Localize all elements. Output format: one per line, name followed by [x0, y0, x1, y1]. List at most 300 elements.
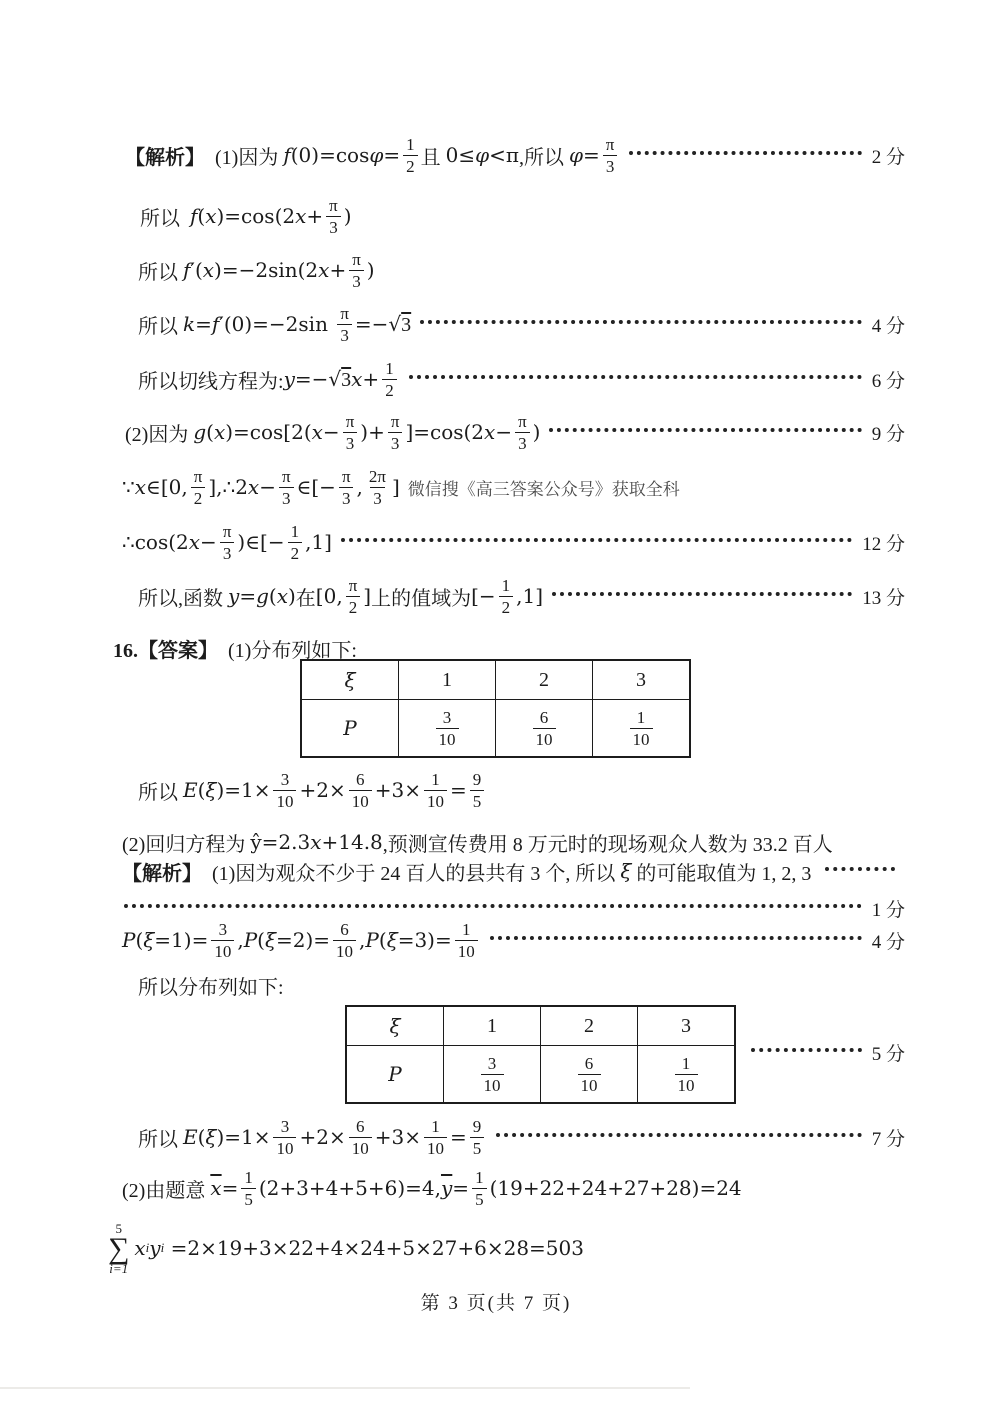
math-variable: φ [475, 143, 490, 167]
table-cell [346, 1046, 444, 1104]
fraction [343, 413, 358, 452]
scan-artifact-line [0, 1387, 690, 1389]
math-run: [0, [315, 584, 343, 608]
sigma-symbol: ∑ [108, 1231, 130, 1265]
math-run: =2)= [276, 928, 331, 952]
page-footer: 第 3 页(共 7 页) [420, 1293, 572, 1314]
denominator: 10 [349, 1137, 372, 1157]
math-variable: x [213, 420, 226, 444]
math-run: ′(0)=−2sin [219, 312, 335, 336]
math-variable: x [247, 475, 260, 499]
math-run: ]=cos(2 [405, 420, 485, 444]
p-symbol: P [343, 715, 357, 740]
denominator: 3 [603, 155, 618, 175]
solution-line-means [122, 1164, 742, 1212]
math-run: , [359, 928, 366, 952]
math-run: = [221, 1176, 239, 1200]
math-run: ∵ [122, 475, 135, 499]
math-variable: x [202, 258, 215, 282]
text-run: 所以 [140, 207, 190, 230]
dot-leader [409, 371, 862, 379]
math-variable: x [311, 420, 323, 444]
numerator: π [281, 466, 291, 486]
math-variable: k [183, 312, 196, 336]
dot-leader [825, 863, 895, 871]
numerator: 6 [340, 919, 349, 939]
table-cell: 2 [496, 660, 593, 700]
math-variable: ξ [143, 928, 155, 952]
math-run: ∴cos(2 [122, 530, 189, 554]
fraction [349, 251, 364, 290]
score-label: 9 分 [871, 423, 905, 445]
score-label: 7 分 [871, 1128, 905, 1150]
math-variable: g [256, 584, 269, 608]
solution-line-distribution-intro [138, 970, 284, 1000]
radical-sign: √ [328, 366, 342, 391]
text-run: 所以分布列如下: [138, 976, 284, 999]
numerator: π [605, 134, 615, 154]
denominator: 3 [279, 487, 294, 507]
math-variable: x [276, 584, 288, 608]
score-label: 4 分 [871, 931, 905, 953]
math-run: ) [532, 420, 541, 444]
denominator: 10 [349, 790, 372, 810]
math-run: +3× [374, 778, 421, 802]
fraction [273, 771, 296, 810]
text-run: ,预测宣传费用 8 万元时的现场观众人数为 33.2 百人 [382, 833, 833, 856]
fraction [191, 468, 206, 507]
math-run: = [195, 312, 212, 336]
denominator: 10 [273, 790, 296, 810]
numerator: 6 [355, 769, 365, 789]
watermark-text: 微信搜《高三答案公众号》获取全科 [407, 479, 680, 499]
fraction [326, 197, 341, 236]
denominator: 10 [481, 1074, 504, 1094]
math-run: ) [343, 204, 352, 228]
math-run: ,1] [305, 530, 332, 554]
denominator: 10 [533, 728, 556, 748]
p-symbol: P [388, 1061, 402, 1086]
denominator: 10 [455, 940, 478, 960]
math-run: ( [378, 928, 387, 952]
math-run: ( [135, 928, 144, 952]
math-run: =1)= [154, 928, 209, 952]
math-variable: f [190, 204, 198, 228]
bold-label: 【解析】 [125, 146, 205, 169]
denominator: 3 [343, 432, 358, 452]
fraction [455, 921, 478, 960]
denominator: 3 [388, 432, 403, 452]
subscript: i [160, 1240, 165, 1255]
math-variable: P [243, 928, 258, 952]
table-cell [444, 1046, 541, 1104]
text-run: (1)因为观众不少于 24 百人的县共有 3 个, 所以 [202, 862, 621, 885]
math-run: )=−2sin(2 [214, 258, 319, 282]
table-cell [496, 700, 593, 758]
probability-distribution-table-1 [300, 659, 691, 758]
numerator: π [193, 466, 203, 486]
numerator: 9 [472, 769, 482, 789]
denominator: 2 [346, 596, 361, 616]
math-run: )∈[− [237, 530, 285, 554]
math-run: = [383, 143, 401, 167]
xi-symbol: ξ [389, 1013, 401, 1038]
table-row [301, 700, 690, 758]
square-root [328, 367, 351, 392]
summation [108, 1222, 129, 1275]
math-run: [− [471, 584, 496, 608]
fraction [472, 1169, 487, 1208]
math-run: )=1× [216, 1125, 271, 1149]
numerator: 1 [431, 769, 440, 789]
xi-symbol: ξ [344, 667, 356, 692]
denominator: 10 [436, 728, 459, 748]
math-variable: f [183, 258, 191, 282]
mean-variable: $\overline{y}$ [440, 1176, 453, 1200]
math-run: − [495, 420, 513, 444]
fraction [366, 468, 389, 507]
solution-line-analysis-q15 [125, 131, 905, 179]
fraction [424, 771, 447, 810]
math-variable: x [310, 830, 322, 854]
table-row [346, 1046, 735, 1104]
fraction [499, 577, 514, 616]
fraction [388, 413, 403, 452]
score-label: 12 分 [862, 533, 905, 555]
table-cell: 2 [541, 1006, 638, 1046]
math-variable: y [228, 584, 240, 608]
math-variable: ξ [205, 778, 217, 802]
math-run: +3× [374, 1125, 421, 1149]
fraction [339, 468, 354, 507]
numerator: 1 [501, 575, 511, 595]
math-run: , [237, 928, 244, 952]
text-run: 所以,函数 [138, 587, 228, 610]
math-run: ] [363, 584, 372, 608]
numerator: 1 [290, 521, 300, 541]
numerator: π [352, 249, 361, 269]
fraction [333, 921, 356, 960]
math-run: − [259, 475, 276, 499]
math-run: (0)=cos [290, 143, 370, 167]
solution-line-gx [125, 408, 905, 456]
math-variable: φ [569, 143, 584, 167]
math-variable: ξ [386, 928, 398, 952]
numerator: π [329, 195, 338, 215]
numerator: 6 [584, 1053, 594, 1073]
text-run: (1)因为 [205, 146, 284, 169]
text-run: 所以 [138, 781, 183, 804]
denominator: 2 [403, 155, 418, 175]
text-run: 所以 [138, 261, 183, 284]
math-run: = [449, 778, 467, 802]
solution-line-analysis-q16 [122, 856, 905, 886]
dot-leader [751, 1044, 862, 1052]
math-run: − [200, 530, 217, 554]
math-variable: P [365, 928, 379, 952]
math-run: ( [197, 778, 206, 802]
denominator: 3 [349, 270, 364, 290]
fraction [630, 709, 653, 748]
fraction [603, 136, 618, 175]
math-run: (2+3+4+5+6)=4, [258, 1176, 441, 1200]
denominator: 2 [191, 487, 206, 507]
math-run: )=cos(2 [216, 204, 296, 228]
table-cell: 1 [444, 1006, 541, 1046]
fraction [337, 305, 352, 344]
table-cell [301, 660, 399, 700]
fraction [211, 921, 234, 960]
fraction [515, 413, 530, 452]
math-variable: E [183, 1125, 198, 1149]
math-run: +2× [299, 778, 346, 802]
numerator: π [348, 575, 358, 595]
math-run: + [329, 258, 347, 282]
math-variable: x [351, 367, 363, 391]
fraction [481, 1055, 504, 1094]
math-variable: E [183, 778, 198, 802]
math-run: ( [257, 928, 265, 952]
text-run: (2)因为 [125, 423, 194, 446]
table-row [346, 1006, 735, 1046]
text-run: (1)分布列如下: [218, 639, 357, 662]
math-run: ) [287, 584, 296, 608]
solution-line-probabilities [122, 916, 905, 964]
math-run: ŷ=2.3 [250, 830, 311, 854]
math-run: ,1] [516, 584, 544, 608]
text-run: 的可能取值为 1, 2, 3 [631, 862, 817, 885]
denominator: 3 [337, 324, 352, 344]
fraction [382, 360, 397, 399]
dot-leader [341, 534, 852, 542]
solution-line-fx [140, 192, 352, 240]
fraction [470, 771, 485, 810]
denominator: 2 [288, 542, 303, 562]
solution-line-domain [122, 463, 680, 511]
numerator: 1 [475, 1167, 484, 1187]
math-run: ∈[− [296, 475, 336, 499]
math-variable: x [134, 475, 147, 499]
math-variable: g [193, 420, 207, 444]
dot-leader [552, 588, 852, 596]
denominator: 10 [333, 940, 356, 960]
table-cell [638, 1046, 736, 1104]
table2-score-leader [742, 1032, 905, 1072]
score-label: 1 分 [871, 899, 905, 921]
math-run: = [452, 1176, 470, 1200]
denominator: 3 [339, 487, 354, 507]
math-variable: x [295, 204, 307, 228]
denominator: 2 [499, 596, 514, 616]
text-run: 在 [295, 587, 316, 610]
fraction [470, 1118, 485, 1157]
fraction [349, 1118, 372, 1157]
text-run: (2)回归方程为 [122, 833, 251, 856]
math-variable: x [484, 420, 496, 444]
denominator: 10 [273, 1137, 296, 1157]
dot-leader [549, 424, 861, 432]
numerator: π [340, 303, 349, 323]
numerator: π [518, 411, 527, 431]
solution-line-regression [122, 827, 833, 857]
math-run: +14.8 [321, 830, 383, 854]
fraction [675, 1055, 698, 1094]
table-cell [399, 700, 496, 758]
denominator: 5 [470, 790, 485, 810]
sum-upper-limit: 5 [115, 1220, 122, 1236]
solution-line-tangent [138, 355, 905, 403]
math-run: ( [206, 420, 214, 444]
math-run: − [322, 420, 340, 444]
numerator: 3 [280, 1116, 290, 1136]
table-cell [593, 700, 691, 758]
score-label: 2 分 [871, 146, 905, 168]
score-label: 13 分 [862, 587, 905, 609]
fraction [273, 1118, 296, 1157]
denominator: 3 [220, 542, 235, 562]
math-variable: f [283, 143, 291, 167]
math-run: )=1× [216, 778, 271, 802]
fraction [346, 577, 361, 616]
numerator: 9 [472, 1116, 482, 1136]
text-run: ,所以 [519, 146, 570, 169]
math-variable: ξ [620, 859, 632, 883]
math-variable: x [205, 204, 217, 228]
text-run: (2)由题意 [122, 1179, 211, 1202]
text-run: 所以 [138, 1128, 183, 1151]
math-run: ] [391, 475, 400, 499]
math-run: )=cos[2( [225, 420, 312, 444]
fraction [533, 709, 556, 748]
score-label: 4 分 [871, 315, 905, 337]
text-run: 所以切线方程为: [138, 370, 284, 393]
math-variable: x [318, 258, 330, 282]
fraction [279, 468, 294, 507]
table-cell: 3 [638, 1006, 736, 1046]
score-label: 6 分 [871, 370, 905, 392]
probability-distribution-table-2 [345, 1005, 736, 1104]
score-label: 5 分 [871, 1043, 905, 1065]
solution-line-value-range [138, 572, 905, 620]
denominator: 5 [241, 1188, 256, 1208]
numerator: 1 [462, 919, 471, 939]
math-variable: ξ [264, 928, 276, 952]
denominator: 10 [578, 1074, 601, 1094]
radical-sign: √ [388, 311, 402, 336]
math-run: ( [197, 204, 206, 228]
denominator: 10 [630, 728, 653, 748]
denominator: 10 [424, 1137, 447, 1157]
numerator: π [390, 411, 400, 431]
dot-leader [490, 932, 862, 940]
numerator: π [222, 521, 232, 541]
fraction [241, 1169, 256, 1208]
solution-line-sum-xy [108, 1218, 584, 1278]
math-variable: φ [369, 143, 384, 167]
solution-line-expectation-2 [138, 1113, 905, 1161]
math-run: , [356, 475, 363, 499]
dot-leader [420, 316, 862, 324]
numerator: 3 [218, 919, 228, 939]
fraction [288, 523, 303, 562]
math-run: ],∴2 [208, 475, 248, 499]
text-run: 且 [420, 146, 446, 169]
fraction [220, 523, 235, 562]
math-variable: ξ [205, 1125, 217, 1149]
denominator: 3 [326, 216, 341, 236]
solution-line-cos-range [122, 518, 905, 566]
fraction [424, 1118, 447, 1157]
solution-line-expectation-1 [138, 766, 487, 814]
text-run: 上的值域为 [371, 587, 472, 610]
numerator: 1 [385, 358, 394, 378]
math-run: =− [294, 367, 329, 391]
table-cell [346, 1006, 444, 1046]
numerator: 1 [636, 707, 646, 727]
denominator: 2 [382, 379, 397, 399]
math-run: (19+22+24+27+28)=24 [489, 1176, 742, 1200]
table-cell [301, 700, 399, 758]
math-run: ) [366, 258, 375, 282]
math-run: = [583, 143, 600, 167]
numerator: 6 [539, 707, 549, 727]
table-row [301, 660, 690, 700]
math-variable: P [122, 928, 136, 952]
table-cell: 3 [593, 660, 691, 700]
solution-line-slope-k [138, 300, 905, 348]
dot-leader [124, 900, 862, 908]
math-run: = [449, 1125, 467, 1149]
table-cell [541, 1046, 638, 1104]
text-run: 所以 [138, 315, 183, 338]
math-run: +2× [299, 1125, 346, 1149]
math-run: =2×19+3×22+4×24+5×27+6×28=503 [164, 1236, 584, 1260]
math-run: + [306, 204, 324, 228]
numerator: 6 [355, 1116, 365, 1136]
math-run: ( [268, 584, 277, 608]
numerator: 1 [431, 1116, 440, 1136]
math-run: + [362, 367, 380, 391]
numerator: 1 [681, 1053, 691, 1073]
denominator: 10 [424, 790, 447, 810]
dot-leader [496, 1129, 861, 1137]
math-run: )+ [360, 420, 385, 444]
denominator: 5 [472, 1188, 487, 1208]
subscript: i [145, 1240, 150, 1255]
fraction [403, 136, 418, 175]
mean-variable: $\overline{x}$ [210, 1176, 222, 1200]
denominator: 10 [675, 1074, 698, 1094]
numerator: 2π [368, 466, 386, 486]
denominator: 10 [211, 940, 234, 960]
numerator: 3 [442, 707, 452, 727]
math-variable: y [283, 367, 295, 391]
bold-label: 【解析】 [122, 862, 202, 885]
dot-leader [629, 147, 861, 155]
numerator: π [341, 466, 351, 486]
square-root [388, 312, 411, 337]
numerator: 1 [406, 134, 415, 154]
math-run: ( [197, 1125, 206, 1149]
bold-label: 16.【答案】 [113, 639, 218, 662]
sum-lower-limit: i=1 [109, 1260, 129, 1276]
math-run: ′( [190, 258, 203, 282]
math-run: = [239, 584, 257, 608]
math-run: =− [354, 312, 389, 336]
math-variable: f [211, 312, 220, 336]
solution-line-fprime [138, 246, 375, 294]
denominator: 3 [370, 487, 385, 507]
